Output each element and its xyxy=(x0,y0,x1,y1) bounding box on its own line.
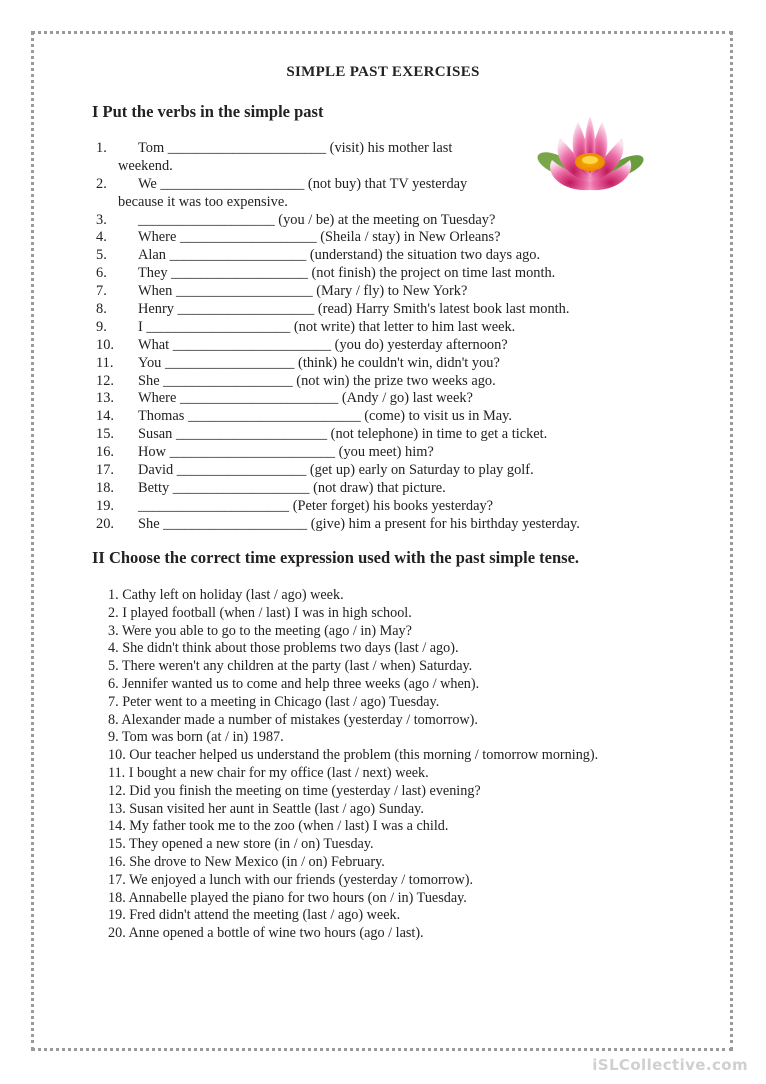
item-number: 5. xyxy=(96,247,107,264)
item-number: 1. xyxy=(96,140,107,156)
exercise-1-item xyxy=(96,426,656,444)
exercise-1-item xyxy=(96,319,656,337)
exercise-1-item xyxy=(96,516,656,534)
item-text: _____________________ (Peter forget) his books yesterday? xyxy=(138,497,494,514)
exercise-2-item: 14. My father took me to the zoo (when / last) I was a child. xyxy=(108,818,449,835)
item-text: She __________________ (not win) the prize two weeks ago. xyxy=(138,372,496,389)
exercise-1-item xyxy=(96,229,656,247)
item-number: 9. xyxy=(96,318,107,335)
exercise-1-item xyxy=(96,444,656,462)
exercise-1-list xyxy=(96,140,656,534)
item-text: Susan _____________________ (not telephone) in time to get a ticket. xyxy=(138,426,548,443)
item-text: David __________________ (get up) early on Saturday to play golf. xyxy=(138,462,534,479)
exercise-1-item xyxy=(96,480,656,498)
exercise-1-item xyxy=(96,408,656,426)
item-number: 12. xyxy=(96,372,114,389)
exercise-2-list xyxy=(108,587,598,943)
item-continuation: weekend. xyxy=(118,157,173,174)
exercise-2-item: 8. Alexander made a number of mistakes (yesterday / tomorrow). xyxy=(108,711,478,728)
exercise-2-item: 1. Cathy left on holiday (last / ago) week. xyxy=(108,587,344,603)
item-number: 3. xyxy=(96,211,107,228)
exercise-2-item: 4. She didn't think about those problems two days (last / ago). xyxy=(108,640,459,657)
item-continuation: because it was too expensive. xyxy=(118,193,288,210)
item-text: What ______________________ (you do) yesterday afternoon? xyxy=(138,336,508,353)
exercise-2-item: 10. Our teacher helped us understand the problem (this morning / tomorrow morning). xyxy=(108,747,599,764)
exercise-1-item xyxy=(96,212,656,230)
item-number: 6. xyxy=(96,265,107,282)
exercise-1-item xyxy=(96,140,656,158)
item-text: You __________________ (think) he couldn't win, didn't you? xyxy=(138,354,500,371)
exercise-2-item: 12. Did you finish the meeting on time (yesterday / last) evening? xyxy=(108,782,481,799)
item-text: She ____________________ (give) him a present for his birthday yesterday. xyxy=(138,515,580,532)
item-number: 20. xyxy=(96,515,114,532)
exercise-2-item: 7. Peter went to a meeting in Chicago (last / ago) Tuesday. xyxy=(108,693,440,710)
item-text: Betty ___________________ (not draw) that picture. xyxy=(138,479,446,496)
exercise-2-item: 20. Anne opened a bottle of wine two hours (ago / last). xyxy=(108,925,424,942)
item-text: ___________________ (you / be) at the meeting on Tuesday? xyxy=(138,211,496,228)
item-text: Henry ___________________ (read) Harry Smith's latest book last month. xyxy=(138,301,570,318)
exercise-2-item: 5. There weren't any children at the party (last / when) Saturday. xyxy=(108,658,473,675)
item-text: I ____________________ (not write) that letter to him last week. xyxy=(138,318,516,335)
item-number: 4. xyxy=(96,229,107,246)
exercise-2-item: 11. I bought a new chair for my office (last / next) week. xyxy=(108,764,429,781)
exercise-2-item: 18. Annabelle played the piano for two hours (on / in) Tuesday. xyxy=(108,889,467,906)
exercise-2-item: 15. They opened a new store (in / on) Tuesday. xyxy=(108,836,374,853)
exercise-1-item xyxy=(96,498,656,516)
section-2-heading: II Choose the correct time expression used with the past simple tense. xyxy=(92,548,580,567)
exercise-1-item xyxy=(96,176,656,194)
item-text: Where ______________________ (Andy / go) last week? xyxy=(138,390,473,407)
item-number: 13. xyxy=(96,390,114,407)
item-number: 2. xyxy=(96,175,107,192)
exercise-2-item: 2. I played football (when / last) I was in high school. xyxy=(108,604,412,621)
item-number: 15. xyxy=(96,426,114,443)
watermark: iSLCollective.com xyxy=(592,1056,748,1074)
item-text: How _______________________ (you meet) him? xyxy=(138,444,434,461)
exercise-2-item: 6. Jennifer wanted us to come and help three weeks (ago / when). xyxy=(108,675,480,692)
item-text: Thomas ________________________ (come) to visit us in May. xyxy=(138,408,512,425)
exercise-1-item xyxy=(96,283,656,301)
exercise-1-item xyxy=(96,373,656,391)
item-number: 18. xyxy=(96,479,114,496)
exercise-1-item xyxy=(96,337,656,355)
exercise-1-item xyxy=(96,301,656,319)
worksheet-title: SIMPLE PAST EXERCISES xyxy=(286,64,480,80)
item-text: When ___________________ (Mary / fly) to New York? xyxy=(138,283,468,300)
exercise-2-item: 3. Were you able to go to the meeting (ago / in) May? xyxy=(108,622,412,639)
exercise-2-item: 19. Fred didn't attend the meeting (last / ago) week. xyxy=(108,907,401,924)
exercise-2-item: 13. Susan visited her aunt in Seattle (last / ago) Sunday. xyxy=(108,800,424,817)
section-1-heading: I Put the verbs in the simple past xyxy=(92,102,324,121)
item-number: 19. xyxy=(96,497,114,514)
item-text: Tom ______________________ (visit) his mother last xyxy=(138,140,453,156)
item-number: 11. xyxy=(96,354,114,371)
item-number: 8. xyxy=(96,301,107,318)
exercise-1-item xyxy=(96,247,656,265)
item-text: Where ___________________ (Sheila / stay) in New Orleans? xyxy=(138,229,501,246)
exercise-2-item: 16. She drove to New Mexico (in / on) February. xyxy=(108,853,385,870)
item-number: 7. xyxy=(96,283,107,300)
exercise-2-item: 9. Tom was born (at / in) 1987. xyxy=(108,729,284,746)
item-number: 16. xyxy=(96,444,114,461)
exercise-1-item xyxy=(96,355,656,373)
exercise-1-item xyxy=(96,462,656,480)
exercise-1-item xyxy=(96,265,656,283)
exercise-1-item xyxy=(96,390,656,408)
item-number: 14. xyxy=(96,408,114,425)
exercise-2-item: 17. We enjoyed a lunch with our friends (yesterday / tomorrow). xyxy=(108,871,474,888)
item-text: We ____________________ (not buy) that TV yesterday xyxy=(138,175,468,192)
item-number: 10. xyxy=(96,336,114,353)
item-text: They ___________________ (not finish) the project on time last month. xyxy=(138,265,556,282)
item-number: 17. xyxy=(96,462,114,479)
item-text: Alan ___________________ (understand) the situation two days ago. xyxy=(138,247,541,264)
